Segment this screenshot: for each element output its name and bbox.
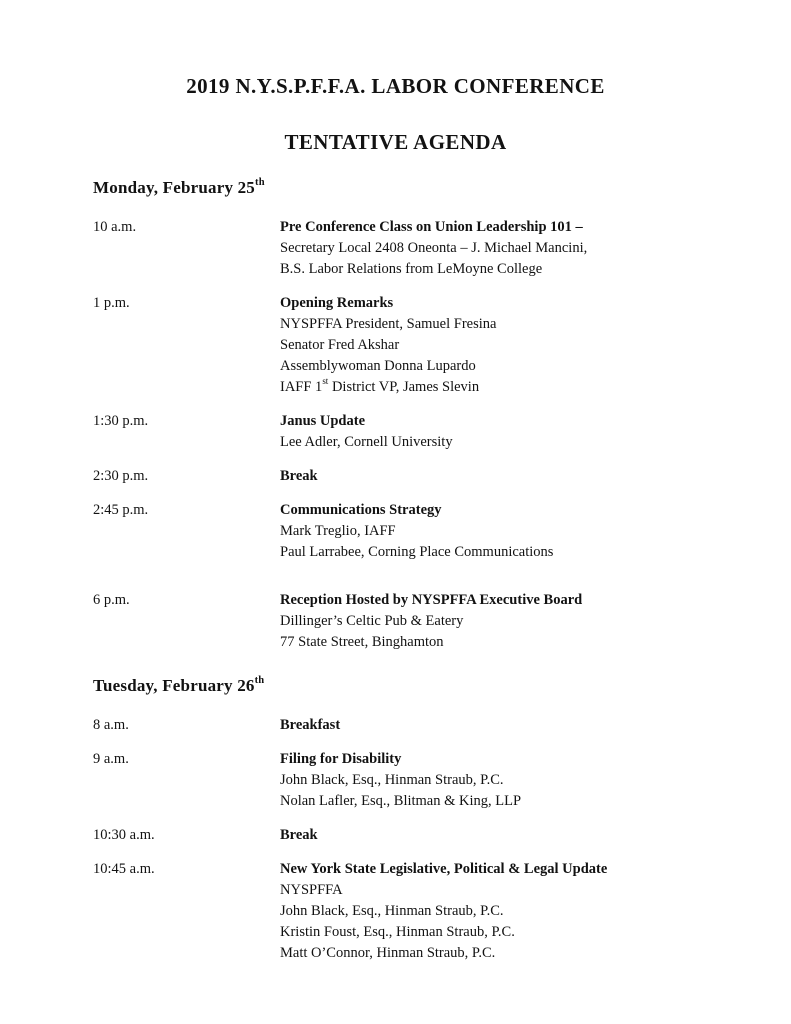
session-time: 1 p.m. bbox=[93, 295, 130, 311]
session-detail: Mark Treglio, IAFF bbox=[280, 523, 396, 539]
agenda-day bbox=[93, 676, 741, 964]
session-body bbox=[280, 825, 741, 846]
session-detail: NYSPFFA President, Samuel Fresina bbox=[280, 316, 497, 332]
agenda-days bbox=[0, 178, 791, 964]
session-body bbox=[280, 500, 741, 563]
session-detail: John Black, Esq., Hinman Straub, P.C. bbox=[280, 772, 504, 788]
session-title: Communications Strategy bbox=[280, 502, 442, 518]
session-detail: Paul Larrabee, Corning Place Communications bbox=[280, 544, 554, 560]
session-detail: Kristin Foust, Esq., Hinman Straub, P.C. bbox=[280, 924, 515, 940]
session-detail: Senator Fred Akshar bbox=[280, 337, 400, 353]
session-time: 6 p.m. bbox=[93, 592, 130, 608]
agenda-session bbox=[93, 217, 741, 280]
session-time: 8 a.m. bbox=[93, 717, 129, 733]
agenda-session bbox=[93, 859, 741, 964]
session-body bbox=[280, 859, 741, 964]
day-heading bbox=[93, 676, 741, 696]
session-title: Break bbox=[280, 827, 318, 843]
session-time: 10 a.m. bbox=[93, 219, 137, 235]
session-time: 2:30 p.m. bbox=[93, 468, 149, 484]
day-heading-ordinal: th bbox=[255, 177, 265, 189]
session-detail bbox=[280, 377, 741, 398]
session-time: 10:30 a.m. bbox=[93, 827, 155, 843]
session-detail: B.S. Labor Relations from LeMoyne College bbox=[280, 261, 543, 277]
session-body bbox=[280, 466, 741, 487]
session-body bbox=[280, 590, 741, 653]
session-body bbox=[280, 411, 741, 453]
session-title: Break bbox=[280, 468, 318, 484]
agenda-session bbox=[93, 411, 741, 453]
session-detail: Assemblywoman Donna Lupardo bbox=[280, 358, 476, 374]
session-title: New York State Legislative, Political & Legal Update bbox=[280, 861, 608, 877]
agenda-session bbox=[93, 500, 741, 563]
agenda-session bbox=[93, 715, 741, 736]
session-detail: Nolan Lafler, Esq., Blitman & King, LLP bbox=[280, 793, 522, 809]
session-title: Opening Remarks bbox=[280, 295, 394, 311]
document-title: 2019 N.Y.S.P.F.F.A. LABOR CONFERENCE bbox=[186, 74, 605, 98]
agenda-session bbox=[93, 466, 741, 487]
session-detail: Matt O’Connor, Hinman Straub, P.C. bbox=[280, 945, 496, 961]
session-body bbox=[280, 293, 741, 398]
session-body bbox=[280, 749, 741, 812]
agenda-session bbox=[93, 749, 741, 812]
session-title: Pre Conference Class on Union Leadership 101 – bbox=[280, 219, 583, 235]
session-title: Breakfast bbox=[280, 717, 341, 733]
session-time: 9 a.m. bbox=[93, 751, 129, 767]
session-title: Reception Hosted by NYSPFFA Executive Board bbox=[280, 592, 583, 608]
session-time: 2:45 p.m. bbox=[93, 502, 149, 518]
session-time: 1:30 p.m. bbox=[93, 413, 149, 429]
day-heading bbox=[93, 178, 741, 198]
session-title: Filing for Disability bbox=[280, 751, 402, 767]
day-heading-label: Monday, February 25 bbox=[93, 178, 255, 197]
agenda-session bbox=[93, 293, 741, 398]
session-detail: 77 State Street, Binghamton bbox=[280, 634, 444, 650]
ordinal-superscript: st bbox=[322, 376, 329, 387]
session-detail: John Black, Esq., Hinman Straub, P.C. bbox=[280, 903, 504, 919]
text-segment: IAFF 1 bbox=[280, 379, 323, 395]
session-detail: NYSPFFA bbox=[280, 882, 343, 898]
session-body bbox=[280, 217, 741, 280]
session-time: 10:45 a.m. bbox=[93, 861, 155, 877]
agenda-day bbox=[93, 178, 741, 653]
day-heading-label: Tuesday, February 26 bbox=[93, 676, 255, 695]
session-title: Janus Update bbox=[280, 413, 366, 429]
session-detail: Dillinger’s Celtic Pub & Eatery bbox=[280, 613, 464, 629]
session-body bbox=[280, 715, 741, 736]
agenda-session bbox=[93, 825, 741, 846]
session-detail: Secretary Local 2408 Oneonta – J. Michael Mancini, bbox=[280, 240, 588, 256]
agenda-session bbox=[93, 590, 741, 653]
session-detail: Lee Adler, Cornell University bbox=[280, 434, 453, 450]
day-heading-ordinal: th bbox=[254, 675, 265, 687]
text-segment: District VP, James Slevin bbox=[328, 379, 480, 395]
document-subtitle: TENTATIVE AGENDA bbox=[284, 130, 507, 154]
